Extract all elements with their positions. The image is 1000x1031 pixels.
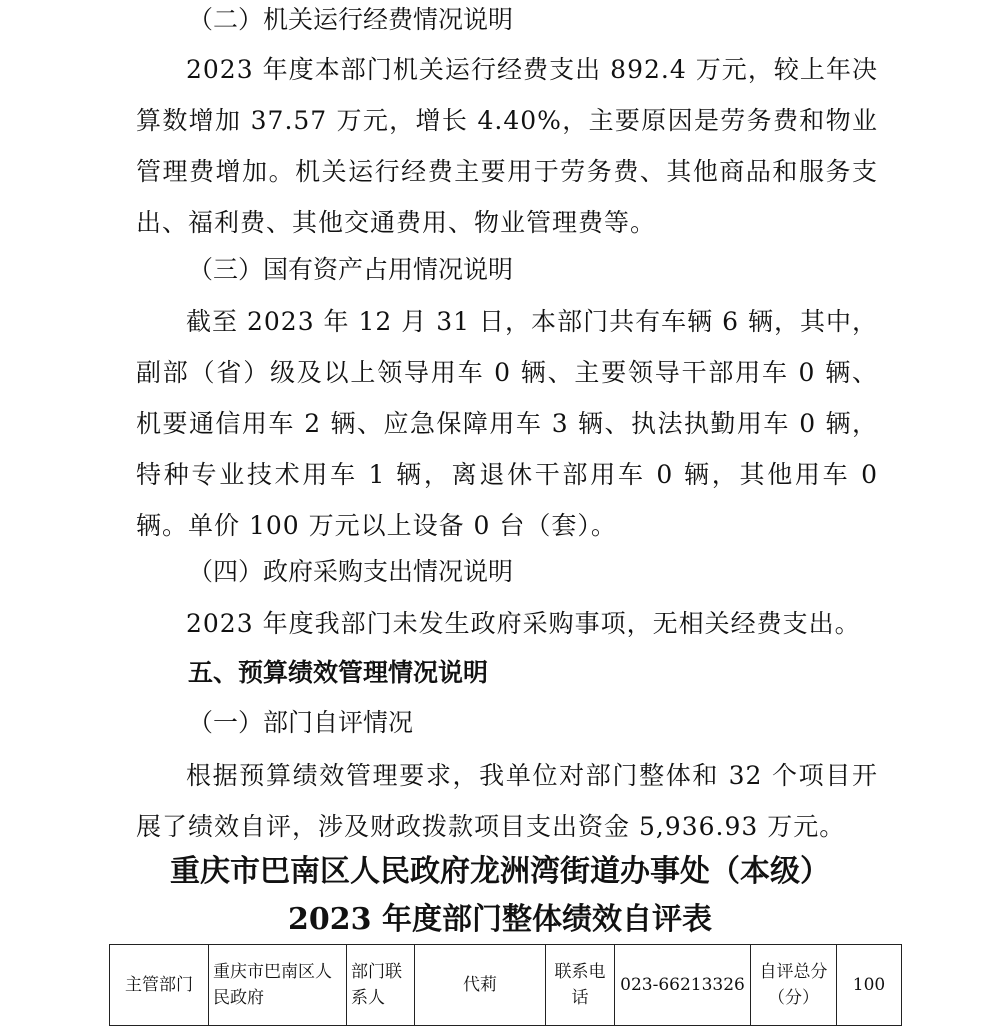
table-title-line1: 重庆市巴南区人民政府龙洲湾街道办事处（本级） xyxy=(170,854,830,889)
paragraph-procurement: 2023 年度我部门未发生政府采购事项，无相关经费支出。 xyxy=(186,609,861,638)
cell-value-supervisor: 重庆市巴南区人民政府 xyxy=(209,945,347,1026)
table-row xyxy=(110,945,902,1026)
paragraph-state-assets: 截至 2023 年 12 月 31 日，本部门共有车辆 6 辆，其中，副部（省）级及以上领导用车 0 辆、主要领导干部用车 0 辆、机要通信用车 2 辆、应急保障用车 3 辆、执法执勤用车 0 辆，特种专业技术用车 1 辆，离退休干部用车 0 辆，其他用车 0 辆。单价 100 万元以上设备 0 台（套）。 xyxy=(136,307,878,540)
cell-value-score: 100 xyxy=(837,945,902,1026)
section-heading-operating-expenses: （二）机关运行经费情况说明 xyxy=(188,5,514,34)
cell-value-phone: 023-66213326 xyxy=(615,945,751,1026)
cell-label-phone: 联系电话 xyxy=(546,945,615,1026)
section-heading-procurement: （四）政府采购支出情况说明 xyxy=(188,557,514,586)
cell-label-score: 自评总分（分） xyxy=(751,945,837,1026)
section-heading-self-evaluation: （一）部门自评情况 xyxy=(188,708,414,737)
section-heading-state-assets: （三）国有资产占用情况说明 xyxy=(188,255,514,284)
paragraph-operating-expenses: 2023 年度本部门机关运行经费支出 892.4 万元，较上年决算数增加 37.57 万元，增长 4.40%，主要原因是劳务费和物业管理费增加。机关运行经费主要用于劳务费、其他商品和服务支出、福利费、其他交通费用、物业管理费等。 xyxy=(136,55,878,237)
paragraph-self-evaluation: 根据预算绩效管理要求，我单位对部门整体和 32 个项目开展了绩效自评，涉及财政拨款项目支出资金 5,936.93 万元。 xyxy=(136,761,878,841)
cell-label-supervisor: 主管部门 xyxy=(110,945,209,1026)
cell-label-contact: 部门联系人 xyxy=(347,945,415,1026)
section-heading-performance-management: 五、预算绩效管理情况说明 xyxy=(188,658,489,687)
evaluation-info-table xyxy=(109,944,902,1026)
cell-value-contact: 代莉 xyxy=(415,945,546,1026)
table-title-line2: 2023 年度部门整体绩效自评表 xyxy=(288,902,712,937)
